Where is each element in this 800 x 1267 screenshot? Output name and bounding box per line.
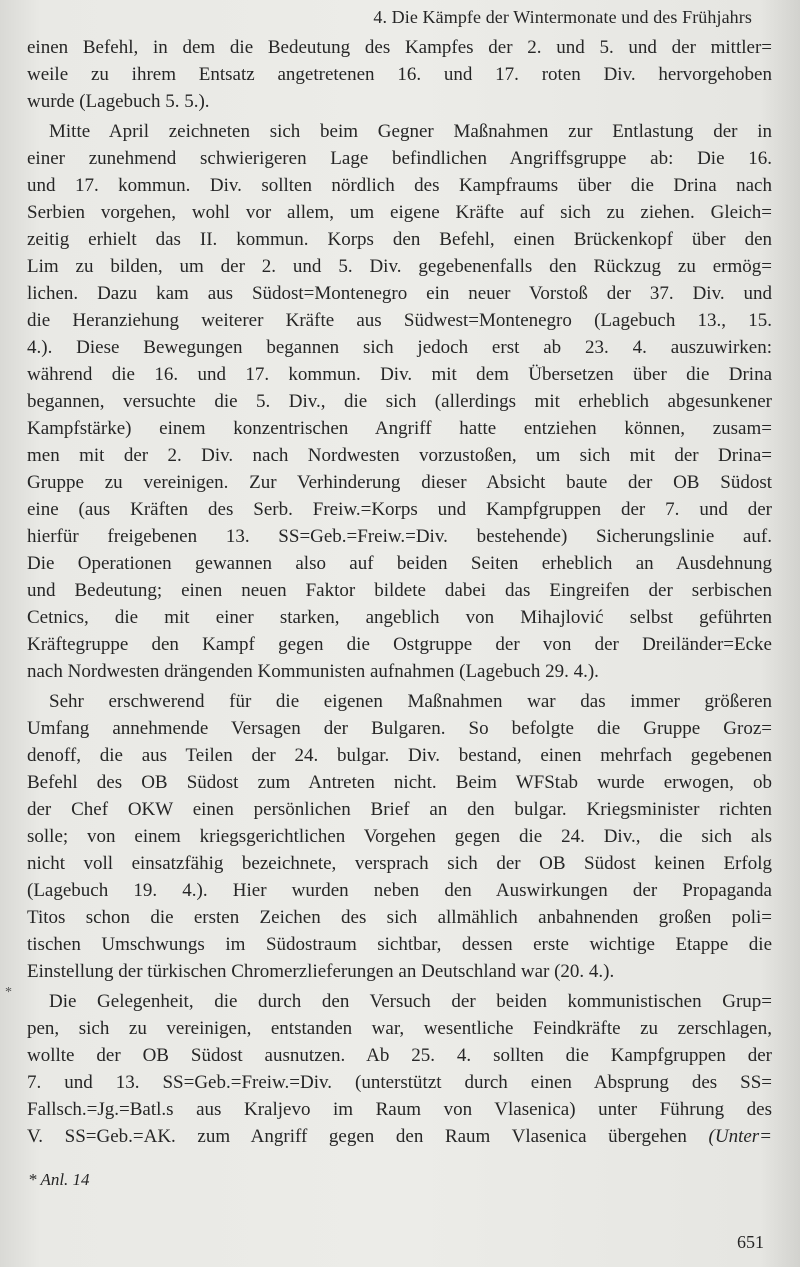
text-line: nach Nordwesten drängenden Kommunisten aufnahmen (Lagebuch 29. 4.).: [27, 661, 599, 682]
running-header: 4. Die Kämpfe der Wintermonate und des Frühjahrs: [373, 7, 752, 27]
text-line: Kampfstärke) einem konzentrischen Angriff hatte entziehen können, zusam=: [27, 418, 772, 439]
text-line: Cetnics, die mit einer starken, angeblich von Mihajlović selbst geführten: [27, 607, 772, 628]
text-line: zeitig erhielt das II. kommun. Korps den Befehl, einen Brückenkopf über den: [27, 229, 772, 250]
text-line: einen Befehl, in dem die Bedeutung des Kampfes der 2. und 5. und der mittler=: [27, 37, 772, 58]
text-line: Serbien vorgehen, wohl vor allem, um eigene Kräfte auf sich zu ziehen. Gleich=: [27, 202, 772, 223]
text-line: solle; von einem kriegsgerichtlichen Vorgehen gegen die 24. Div., die sich als: [27, 826, 772, 847]
text-line: Die Operationen gewannen also auf beiden Seiten erheblich an Ausdehnung: [27, 553, 772, 574]
text-line: Kräftegruppe den Kampf gegen die Ostgruppe der von der Dreiländer=Ecke: [27, 634, 772, 655]
text-line: einer zunehmend schwierigeren Lage befindlichen Angriffsgruppe ab: Die 16.: [27, 148, 772, 169]
paragraph: [27, 988, 772, 1150]
text-line: denoff, die aus Teilen der 24. bulgar. Div. bestand, einen mehrfach gegebenen: [27, 745, 772, 766]
text-line: wollte der OB Südost ausnutzen. Ab 25. 4. sollten die Kampfgruppen der: [27, 1045, 772, 1066]
text-line: Befehl des OB Südost zum Antreten nicht. Beim WFStab wurde erwogen, ob: [27, 772, 772, 793]
text-line: weile zu ihrem Entsatz angetretenen 16. und 17. roten Div. hervorgehoben: [27, 64, 772, 85]
text-line: 7. und 13. SS=Geb.=Freiw.=Div. (unterstützt durch einen Absprung des SS=: [27, 1072, 772, 1093]
text-line: Mitte April zeichneten sich beim Gegner Maßnahmen zur Entlastung der in: [49, 121, 772, 142]
text-line: lichen. Dazu kam aus Südost=Montenegro ein neuer Vorstoß der 37. Div. und: [27, 283, 772, 304]
text-line: hierfür freigebenen 13. SS=Geb.=Freiw.=Div. bestehende) Sicherungslinie auf.: [27, 526, 772, 547]
text-line: eine (aus Kräften des Serb. Freiw.=Korps und Kampfgruppen der 7. und der: [27, 499, 772, 520]
footnote: * Anl. 14: [28, 1170, 90, 1189]
text-line: während die 16. und 17. kommun. Div. mit dem Übersetzen über die Drina: [27, 364, 772, 385]
paragraph: [27, 34, 772, 115]
text-line: der Chef OKW einen persönlichen Brief an den bulgar. Kriegsminister richten: [27, 799, 772, 820]
text-line: Lim zu bilden, um der 2. und 5. Div. gegebenenfalls den Rückzug zu ermög=: [27, 256, 772, 277]
text-line: Fallsch.=Jg.=Batl.s aus Kraljevo im Raum von Vlasenica) unter Führung des: [27, 1099, 772, 1120]
text-line: und 17. kommun. Div. sollten nördlich des Kampfraums über die Drina nach: [27, 175, 772, 196]
text-line: Gruppe zu vereinigen. Zur Verhinderung dieser Absicht baute der OB Südost: [27, 472, 772, 493]
text-segment: V. SS=Geb.=AK. zum Angriff gegen den Raum Vlasenica übergehen: [27, 1126, 709, 1147]
page-number: 651: [737, 1232, 764, 1252]
text-line: tischen Umschwungs im Südostraum sichtbar, dessen erste wichtige Etappe die: [27, 934, 772, 955]
text-line: Titos schon die ersten Zeichen des sich allmählich anbahnenden großen poli=: [27, 907, 772, 928]
text-line: Die Gelegenheit, die durch den Versuch der beiden kommunistischen Grup=: [49, 991, 772, 1012]
text-line: wurde (Lagebuch 5. 5.).: [27, 91, 210, 112]
paragraph: [27, 688, 772, 985]
text-line: Sehr erschwerend für die eigenen Maßnahmen war das immer größeren: [49, 691, 772, 712]
margin-asterisk: *: [5, 985, 12, 1000]
text-line: die Heranziehung weiterer Kräfte aus Südwest=Montenegro (Lagebuch 13., 15.: [27, 310, 772, 331]
text-line: begannen, versuchte die 5. Div., die sich (allerdings mit erheblich abgesunkener: [27, 391, 772, 412]
text-line: (Lagebuch 19. 4.). Hier wurden neben den Auswirkungen der Propaganda: [27, 880, 772, 901]
text-line: Umfang annehmende Versagen der Bulgaren. So befolgte die Gruppe Groz=: [27, 718, 772, 739]
text-line: [27, 1123, 772, 1150]
text-line: pen, sich zu vereinigen, entstanden war, wesentliche Feindkräfte zu zerschlagen,: [27, 1018, 772, 1039]
italic-segment: (Unter=: [708, 1126, 772, 1147]
paragraph: [27, 118, 772, 685]
text-line: nicht voll einsatzfähig bezeichnete, versprach sich der OB Südost keinen Erfolg: [27, 853, 772, 874]
text-line: 4.). Diese Bewegungen begannen sich jedoch erst ab 23. 4. auszuwirken:: [27, 337, 772, 358]
text-line: Einstellung der türkischen Chromerzlieferungen an Deutschland war (20. 4.).: [27, 961, 615, 982]
body-text: [27, 34, 772, 1153]
text-line: men mit der 2. Div. nach Nordwesten vorzustoßen, um sich mit der Drina=: [27, 445, 772, 466]
text-line: und Bedeutung; einen neuen Faktor bildete dabei das Eingreifen der serbischen: [27, 580, 772, 601]
